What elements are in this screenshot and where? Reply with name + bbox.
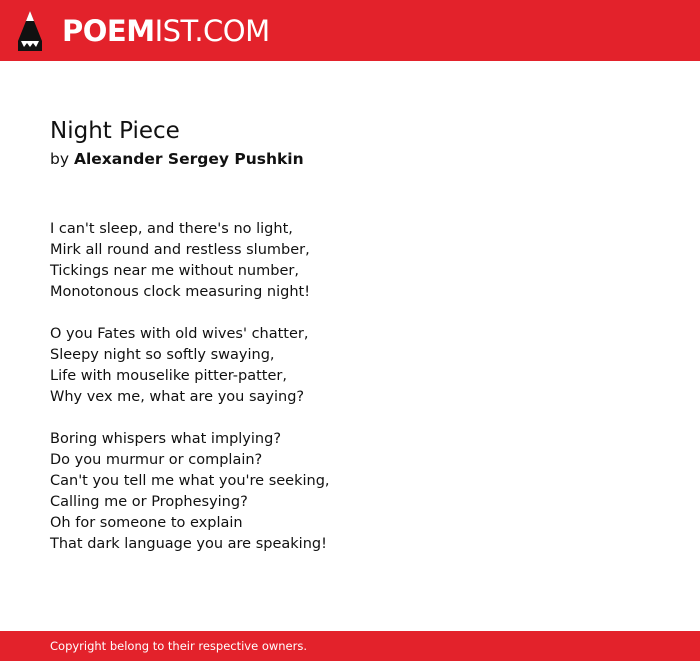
site-header	[0, 0, 700, 61]
poem-line: Why vex me, what are you saying?	[50, 389, 305, 405]
poem-author: Alexander Sergey Pushkin	[73, 150, 304, 168]
poem-body	[50, 219, 330, 576]
by-label: by	[50, 150, 70, 168]
poem-line: Monotonous clock measuring night!	[50, 284, 311, 300]
poem-line: Boring whispers what implying?	[50, 431, 282, 447]
poem-line: Do you murmur or complain?	[50, 452, 263, 468]
poem-line: That dark language you are speaking!	[50, 536, 327, 552]
poem-line: Tickings near me without number,	[50, 263, 299, 279]
poem-line: Sleepy night so softly swaying,	[50, 347, 275, 363]
poem-line: Calling me or Prophesying?	[50, 494, 248, 510]
poem-stanza	[50, 429, 330, 555]
poem-line: Life with mouselike pitter-patter,	[50, 368, 287, 384]
poem-stanza	[50, 219, 330, 303]
poem-line: Oh for someone to explain	[50, 515, 243, 531]
poem-line: I can't sleep, and there's no light,	[50, 221, 293, 237]
site-footer	[0, 631, 700, 661]
poem-line: Mirk all round and restless slumber,	[50, 242, 310, 258]
poem-byline	[50, 149, 304, 169]
poem-title: Night Piece	[50, 118, 180, 144]
poem-stanza	[50, 324, 330, 408]
logo-text-bold: POEM	[62, 14, 155, 48]
site-logo-link[interactable]	[62, 12, 270, 50]
poem-line: O you Fates with old wives' chatter,	[50, 326, 309, 342]
pencil-tip-icon[interactable]	[17, 10, 43, 52]
poem-line: Can't you tell me what you're seeking,	[50, 473, 330, 489]
logo-text-light: IST.COM	[154, 14, 270, 48]
copyright-notice: Copyright belong to their respective owners.	[50, 639, 308, 653]
